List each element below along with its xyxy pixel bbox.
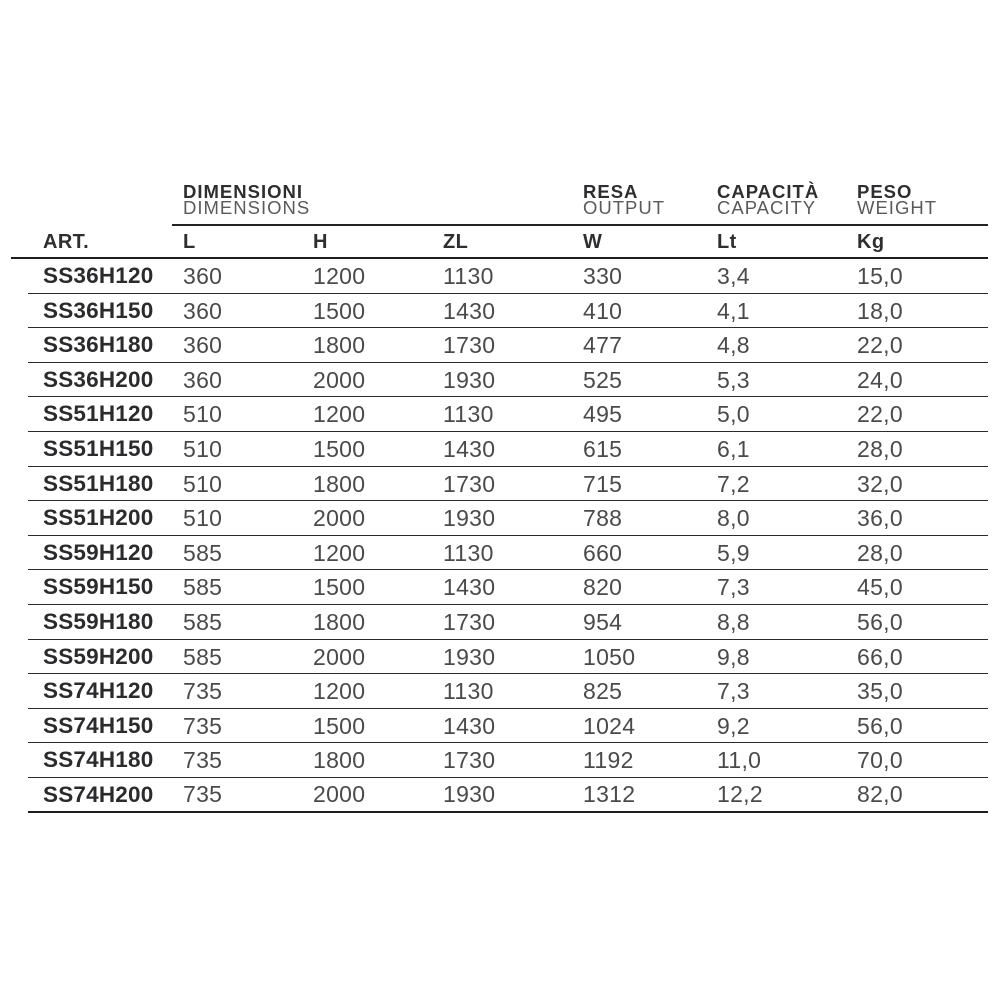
cell-kg: 66,0: [857, 643, 903, 670]
cell-lt: 5,0: [717, 401, 750, 428]
cell-kg: 45,0: [857, 574, 903, 601]
cell-h: 1500: [313, 435, 366, 462]
group-title-capacita: CAPACITÀ: [717, 181, 820, 202]
cell-art: SS36H200: [43, 366, 154, 392]
cell-lt: 11,0: [717, 747, 762, 774]
cell-h: 1800: [313, 608, 366, 635]
cell-w: 660: [583, 539, 623, 566]
cell-zl: 1130: [443, 263, 494, 289]
cell-w: 615: [583, 435, 623, 462]
table-row: [28, 363, 988, 398]
cell-kg: 56,0: [857, 608, 903, 635]
cell-kg: 32,0: [857, 470, 903, 497]
cell-lt: 4,1: [717, 297, 750, 324]
cell-kg: 28,0: [857, 435, 903, 462]
cell-h: 1200: [313, 263, 366, 289]
cell-h: 1500: [313, 712, 366, 739]
cell-lt: 7,3: [717, 678, 750, 705]
group-title-dimensioni: DIMENSIONI: [183, 181, 303, 202]
cell-lt: 7,2: [717, 470, 750, 497]
cell-zl: 1430: [443, 297, 496, 324]
cell-w: 788: [583, 505, 623, 532]
cell-art: SS36H180: [43, 332, 154, 358]
cell-zl: 1730: [443, 747, 496, 774]
cell-zl: 1730: [443, 608, 496, 635]
cell-zl: 1430: [443, 574, 496, 601]
group-title-resa: RESA: [583, 181, 639, 202]
group-subtitle-dimensions: DIMENSIONS: [183, 197, 311, 218]
cell-w: 1192: [583, 747, 634, 774]
cell-w: 1312: [583, 780, 636, 807]
cell-l: 585: [183, 608, 223, 635]
cell-l: 360: [183, 366, 223, 393]
cell-lt: 5,3: [717, 366, 750, 393]
cell-zl: 1430: [443, 435, 496, 462]
group-header-output: [572, 170, 706, 226]
column-header-art: ART.: [43, 231, 90, 253]
cell-l: 735: [183, 747, 223, 774]
column-header-kg: Kg: [857, 231, 885, 253]
spec-table: [11, 170, 988, 813]
cell-kg: 18,0: [857, 297, 903, 324]
cell-h: 1200: [313, 401, 366, 428]
group-header-capacity: [706, 170, 846, 226]
group-header-weight: [846, 170, 988, 226]
cell-zl: 1130: [443, 678, 494, 705]
cell-art: SS74H200: [43, 781, 154, 807]
cell-h: 1800: [313, 747, 366, 774]
cell-lt: 9,8: [717, 643, 750, 670]
cell-art: SS74H150: [43, 712, 154, 738]
cell-art: SS36H150: [43, 297, 154, 323]
cell-w: 820: [583, 574, 623, 601]
cell-h: 2000: [313, 505, 366, 532]
table-row: [28, 397, 988, 432]
table-row: [28, 674, 988, 709]
table-row: [28, 640, 988, 675]
table-row: [28, 432, 988, 467]
cell-kg: 70,0: [857, 747, 903, 774]
table-group-header-row: [11, 170, 988, 226]
cell-kg: 35,0: [857, 678, 903, 705]
cell-art: SS59H120: [43, 539, 154, 565]
group-subtitle-weight: WEIGHT: [857, 197, 937, 218]
table-row: [28, 743, 988, 778]
cell-lt: 8,8: [717, 608, 750, 635]
cell-zl: 1930: [443, 505, 496, 532]
cell-w: 477: [583, 332, 623, 359]
cell-l: 510: [183, 401, 223, 428]
cell-lt: 12,2: [717, 780, 763, 807]
table-row: [28, 605, 988, 640]
cell-h: 1200: [313, 678, 366, 705]
cell-lt: 4,8: [717, 332, 750, 359]
cell-h: 1500: [313, 297, 366, 324]
cell-kg: 15,0: [857, 263, 903, 289]
cell-h: 1800: [313, 332, 366, 359]
table-row: [28, 467, 988, 502]
cell-zl: 1930: [443, 643, 496, 670]
cell-art: SS59H180: [43, 608, 154, 634]
cell-h: 2000: [313, 366, 366, 393]
cell-zl: 1130: [443, 401, 494, 428]
cell-w: 1050: [583, 643, 636, 670]
cell-w: 954: [583, 608, 623, 635]
cell-kg: 28,0: [857, 539, 903, 566]
cell-art: SS51H200: [43, 505, 154, 531]
cell-l: 360: [183, 263, 223, 289]
table-row: [28, 501, 988, 536]
cell-zl: 1430: [443, 712, 496, 739]
cell-h: 1800: [313, 470, 366, 497]
cell-art: SS36H120: [43, 263, 154, 288]
cell-kg: 56,0: [857, 712, 903, 739]
cell-zl: 1730: [443, 470, 496, 497]
cell-art: SS59H200: [43, 643, 154, 669]
cell-lt: 7,3: [717, 574, 750, 601]
column-header-l: L: [183, 231, 196, 253]
cell-w: 330: [583, 263, 623, 289]
cell-lt: 9,2: [717, 712, 750, 739]
cell-l: 585: [183, 643, 223, 670]
cell-w: 525: [583, 366, 623, 393]
cell-kg: 24,0: [857, 366, 903, 393]
cell-kg: 82,0: [857, 780, 903, 807]
cell-l: 735: [183, 712, 223, 739]
group-title-peso: PESO: [857, 181, 913, 202]
cell-lt: 6,1: [717, 435, 750, 462]
cell-kg: 22,0: [857, 332, 903, 359]
cell-l: 510: [183, 435, 223, 462]
table-units-header-row: [11, 226, 988, 259]
cell-lt: 8,0: [717, 505, 750, 532]
cell-w: 495: [583, 401, 623, 428]
cell-w: 410: [583, 297, 623, 324]
cell-art: SS74H120: [43, 678, 154, 704]
cell-l: 360: [183, 332, 223, 359]
column-header-w: W: [583, 231, 603, 253]
cell-zl: 1730: [443, 332, 496, 359]
cell-art: SS51H120: [43, 401, 154, 427]
cell-art: SS59H150: [43, 574, 154, 600]
table-row: [28, 778, 988, 813]
cell-zl: 1930: [443, 366, 496, 393]
cell-kg: 36,0: [857, 505, 903, 532]
table-row: [28, 328, 988, 363]
cell-h: 1500: [313, 574, 366, 601]
table-row: [28, 709, 988, 744]
group-subtitle-output: OUTPUT: [583, 197, 666, 218]
cell-art: SS51H180: [43, 470, 154, 496]
cell-art: SS74H180: [43, 747, 154, 773]
cell-w: 715: [583, 470, 623, 497]
cell-lt: 5,9: [717, 539, 750, 566]
column-header-zl: ZL: [443, 231, 469, 253]
cell-l: 510: [183, 470, 223, 497]
cell-zl: 1130: [443, 539, 494, 566]
cell-l: 585: [183, 539, 223, 566]
group-subtitle-capacity: CAPACITY: [717, 197, 817, 218]
cell-l: 735: [183, 780, 223, 807]
cell-l: 735: [183, 678, 223, 705]
table-row: [28, 259, 988, 294]
table-row: [28, 294, 988, 329]
cell-w: 1024: [583, 712, 636, 739]
cell-l: 360: [183, 297, 223, 324]
group-header-spacer: [11, 204, 172, 226]
table-row: [28, 536, 988, 571]
cell-h: 2000: [313, 780, 366, 807]
column-header-h: H: [313, 231, 328, 253]
cell-l: 510: [183, 505, 223, 532]
cell-w: 825: [583, 678, 623, 705]
table-row: [28, 570, 988, 605]
cell-zl: 1930: [443, 780, 496, 807]
column-header-lt: Lt: [717, 231, 737, 253]
cell-kg: 22,0: [857, 401, 903, 428]
group-header-dimensions: [172, 170, 572, 226]
cell-h: 1200: [313, 539, 366, 566]
cell-l: 585: [183, 574, 223, 601]
cell-lt: 3,4: [717, 263, 750, 289]
cell-h: 2000: [313, 643, 366, 670]
cell-art: SS51H150: [43, 435, 154, 461]
